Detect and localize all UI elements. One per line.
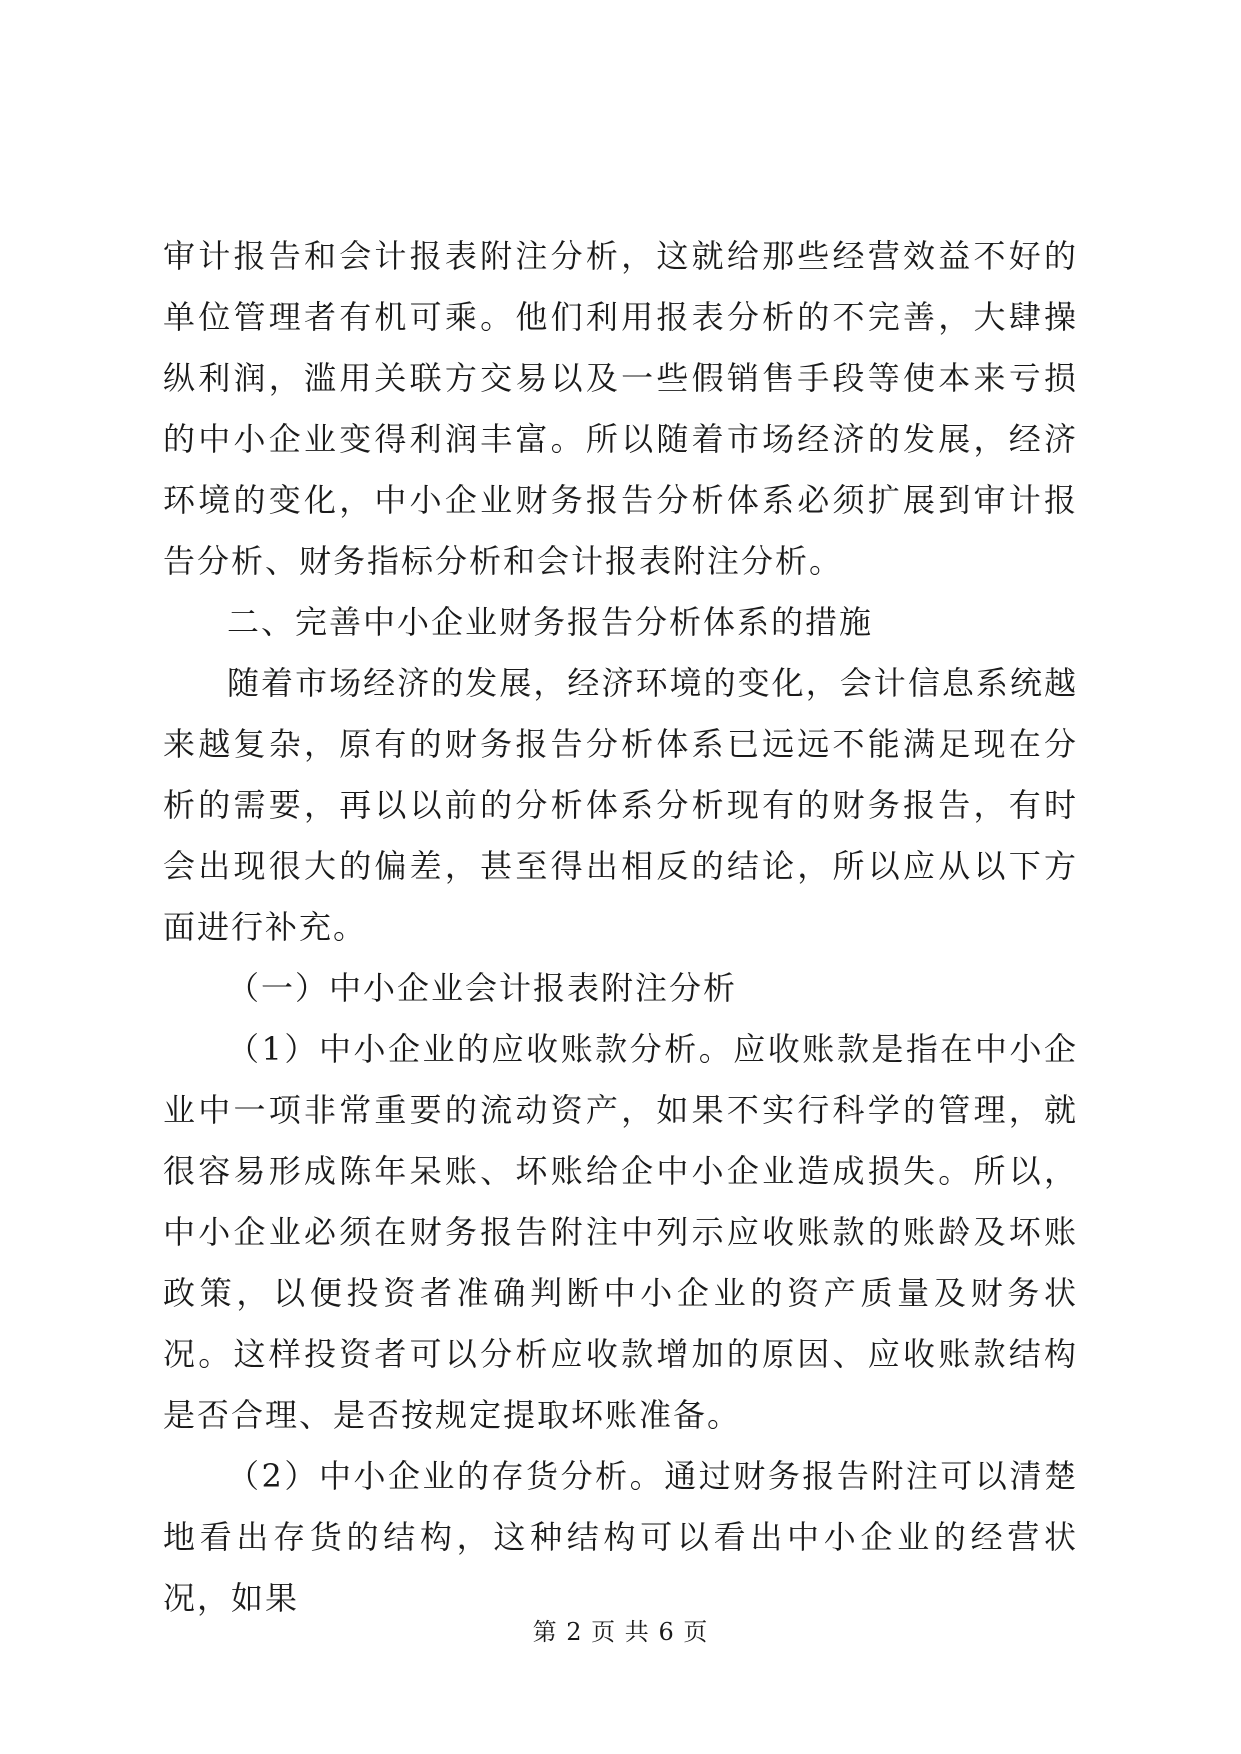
paragraph-continuation: 审计报告和会计报表附注分析，这就给那些经营效益不好的单位管理者有机可乘。他们利用报表分析的不完善，大肆操纵利润，滥用关联方交易以及一些假销售手段等使本来亏损的中小企业变得利润丰富。所以随着市场经济的发展，经济环境的变化，中小企业财务报告分析体系必须扩展到审计报告分析、财务指标分析和会计报表附注分析。: [163, 237, 1078, 580]
section-heading-two: 二、完善中小企业财务报告分析体系的措施: [227, 603, 874, 641]
subsection-heading-one: （一）中小企业会计报表附注分析: [227, 969, 738, 1007]
paragraph-receivables: （1）中小企业的应收账款分析。应收账款是指在中小企业中一项非常重要的流动资产，如果不实行科学的管理，就很容易形成陈年呆账、坏账给企中小企业造成损失。所以，中小企业必须在财务报告附注中列示应收账款的账龄及坏账政策，以便投资者准确判断中小企业的资产质量及财务状况。这样投资者可以分析应收款增加的原因、应收账款结构是否合理、是否按规定提取坏账准备。: [163, 1030, 1078, 1434]
paragraph-intro: 随着市场经济的发展，经济环境的变化，会计信息系统越来越复杂，原有的财务报告分析体系已远远不能满足现在分析的需要，再以以前的分析体系分析现有的财务报告，有时会出现很大的偏差，甚至得出相反的结论，所以应从以下方面进行补充。: [163, 664, 1078, 946]
page-footer: 第 2 页 共 6 页: [532, 1618, 709, 1646]
body-text: [163, 226, 1078, 1629]
paragraph-inventory: （2）中小企业的存货分析。通过财务报告附注可以清楚地看出存货的结构，这种结构可以看出中小企业的经营状况，如果: [163, 1457, 1078, 1617]
